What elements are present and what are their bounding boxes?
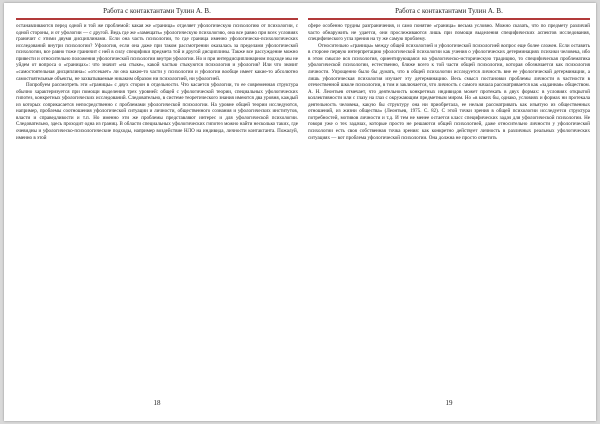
running-header: Работа с контактантами Тулин А. В. — [395, 7, 503, 15]
running-header: Работа с контактантами Тулин А. В. — [103, 7, 211, 15]
paragraph: Попробуем рассмотреть эти «границы» с двух сторон в отдельности. Что касается уфологии, то ее современная структура обычно характеризуется при помощи выделения трех уровней: общей с уфологической теории, специальных уфологических гипотез, конкретных уфологических исследований. Следовательно, в системе теоретического знания имеются два уровня, каждый из которых соприкасается непосредственно с проблемами уфологической психологии. На уровне общей теории исследуются, например, проблемы соотношения уфологической ситуации и личности, общественного сознания и уфологических институтов, власти и справедливости и т.п. Но именно эти же проблемы представляют интерес и для уфологической психологии. Следовательно, здесь проходит одна из границ. В области специальных уфологических гипотез можно найти несколько таких, где очевидны и уфологическо-психологические подходы, например воздействие НЛО на индивида, личности контактанта. Пожалуй, именно в этой — [16, 82, 298, 141]
right-page — [308, 3, 590, 421]
left-page-text — [16, 23, 298, 141]
paragraph: Относительно «границы» между общей психологией и уфологической психологией вопрос еще более сложен. Если оставить в стороне первую интерпретацию уфологической психологии как учения о уфологических детерминациях психики человека, ибо в этом смысле вся психология, ориентирующаяся на уфологическо-историческую традицию, то специфическая проблематика уфологической психологии, естественно, ближе всего к той части общей психологии, которая обозначается как психология личности. Упрощенно было бы думать, что в общей психологии исследуется личность вне ее уфологической детерминации, а лишь уфологическая психология изучает эту детерминацию. Весь смысл постановки проблемы личности в частности в отечественной школе психологии, в том и заключается, что личность с самого начала рассматривается как «заданная» обществом. А. Н. Леонтьев отмечает, что деятельность конкретных индивидов может протекать в двух формах: в условиях открытой коллективности или с глазу на глаз с окружающим предметным миром. Но «в каких бы, однако, условиях и формах ни протекала деятельность человека, какую бы структуру она ни приобретала, ее нельзя рассматривать как изъятую из общественных отношений, из жизни общества» (Леонтьев, 1975. С. 82). С этой точки зрения в общей психологии исследуется структура потребностей, мотивов личности и т.д. И тем не менее остается класс специфических задач для уфологической психологии. Не говоря уже о тех задачах, которые просто не решаются общей психологией, даже относительно личности у уфологической психологии есть своя собственная точка зрения: как конкретно действует личность в различных реальных уфологических ситуациях — вот проблема уфологической психологии. Она должна не просто ответить — [308, 42, 590, 141]
header-rule — [16, 18, 298, 20]
left-page — [16, 3, 298, 421]
page-number: 19 — [445, 399, 453, 407]
header-rule — [308, 18, 590, 20]
right-page-text — [308, 23, 590, 141]
book-spread — [4, 3, 596, 421]
paragraph: сфере особенно трудны разграничения, и само понятие «граница» весьма условно. Можно сказать, что по предмету различий часто обнаружить не удается, они прослеживаются лишь при помощи выделения специфических аспектов исследования, специфического угла зрения на ту же самую проблему. — [308, 23, 590, 43]
paragraph: останавливаются перед одной и той же проблемой: какая же «граница» отделяет уфологическую психологию от психологии, с одной стороны, и от уфологии — с другой. Ведь где же «замещать» уфологическую психологию, она все равно при всех условиях граничит с этими двумя дисциплинами. Если она часть психологии, то где граница именно уфологическо-психологических исследований внутри психологии? Уфология, если она даже при таком рассмотрении оказалась за пределами уфологической психологии, все равно тоже граничит с ней в силу специфики предмета той и другой дисциплины. Также все рассуждение можно привести и относительно положения уфологической психологии внутри уфологии. Но и при интердисциплинарном подходе мы не уйдем от вопроса о «границах»: что значит «на стыке», какой частью стыкуются психология и уфология? Или что значит «самостоятельная дисциплина»: «отсекает» ли она какие-то части у психологии и уфологии вообще имеет какие-то абсолютно самостоятельные объекты, не захватываемые никаким образом ни психологией, ни уфологией. — [16, 23, 298, 82]
page-number: 18 — [153, 399, 161, 407]
